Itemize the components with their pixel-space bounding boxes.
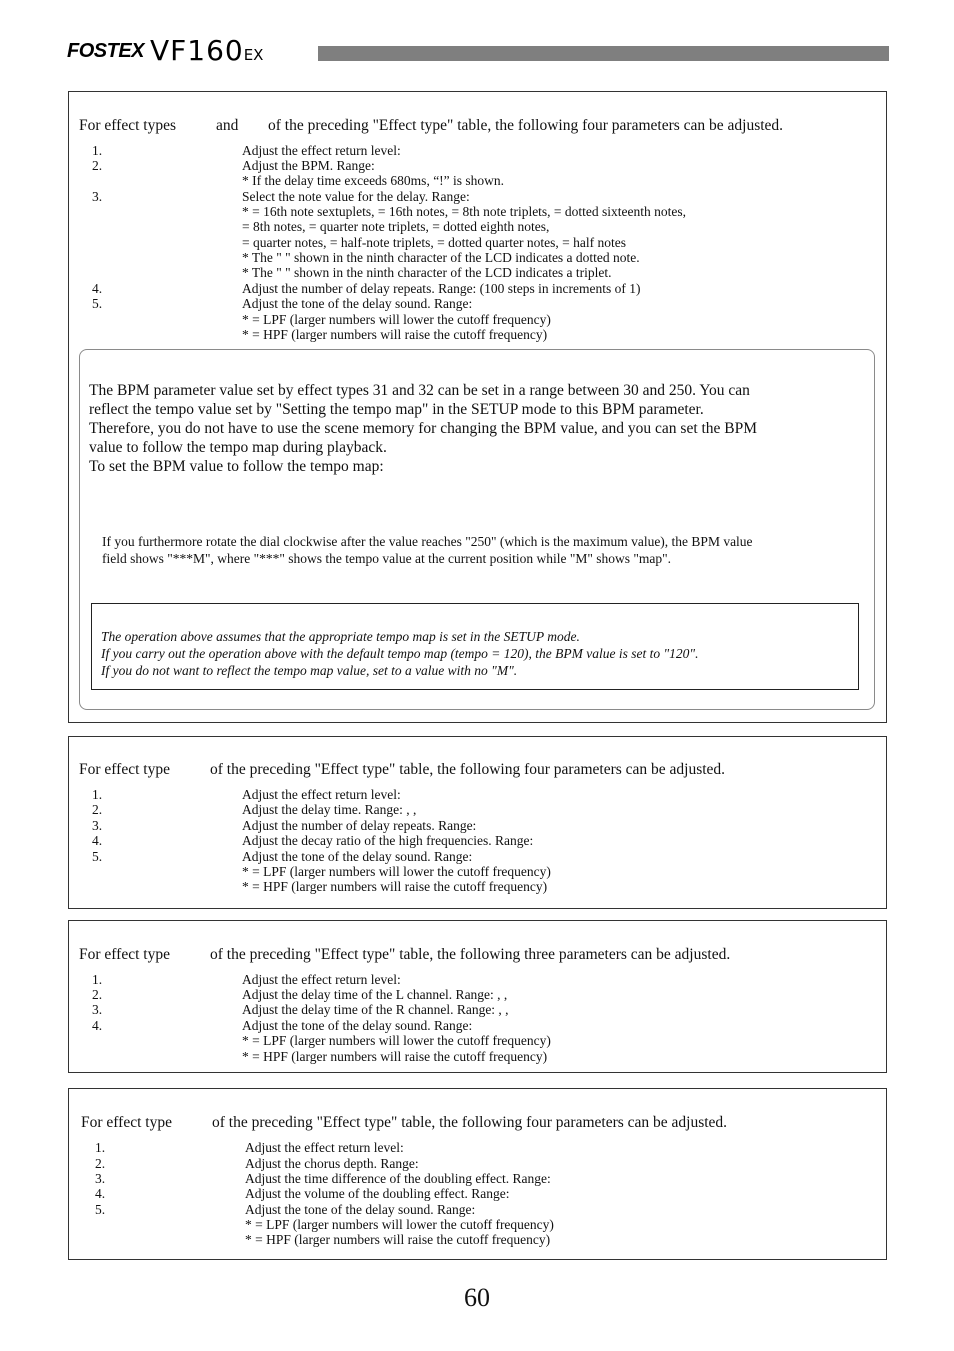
item-text: Adjust the tone of the delay sound. Range: — [242, 296, 473, 311]
item-number: 1. — [92, 787, 103, 802]
item-text: Adjust the volume of the doubling effect. Range: — [245, 1186, 510, 1201]
note-line: Therefore, you do not have to use the scene memory for changing the BPM value, and you can set the BPM — [89, 420, 758, 437]
item-number: 4. — [92, 281, 103, 296]
fostex-logo: FOSTEX — [67, 40, 145, 62]
item-note: * = LPF (larger numbers will lower the cutoff frequency) — [242, 864, 551, 879]
item-text: Adjust the number of delay repeats. Range: (100 steps in increments of 1) — [242, 281, 641, 296]
model-logo — [150, 34, 263, 67]
item-text: Adjust the effect return level: — [242, 972, 401, 987]
item-number: 4. — [95, 1186, 106, 1201]
item-text: Adjust the tone of the delay sound. Range: — [242, 849, 473, 864]
item-number: 5. — [95, 1202, 106, 1217]
item-text: Adjust the delay time of the R channel. Range: , , — [242, 1002, 509, 1017]
item-number: 1. — [92, 143, 103, 158]
item-note: * = LPF (larger numbers will lower the cutoff frequency) — [242, 1033, 551, 1048]
item-text: Adjust the chorus depth. Range: — [245, 1156, 419, 1171]
item-number: 5. — [92, 296, 103, 311]
item-number: 3. — [92, 1002, 103, 1017]
note-line: reflect the tempo value set by "Setting the tempo map" in the SETUP mode to this BPM parameter. — [89, 401, 704, 418]
item-note: * The " " shown in the ninth character of the LCD indicates a triplet. — [242, 265, 612, 280]
item-number: 3. — [95, 1171, 106, 1186]
item-note: * = HPF (larger numbers will raise the cutoff frequency) — [242, 879, 548, 894]
header-bar — [318, 46, 889, 61]
note-detail-line: If you furthermore rotate the dial clockwise after the value reaches "250" (which is the maximum value), the BPM value — [102, 534, 753, 549]
section1-intro-a: For effect types — [79, 117, 176, 134]
item-text: Select the note value for the delay. Range: — [242, 189, 470, 204]
note-detail-line: field shows "***M", where "***" shows the tempo value at the current position while "M" shows "map". — [102, 551, 672, 566]
item-note: * = HPF (larger numbers will raise the cutoff frequency) — [242, 1049, 548, 1064]
note-line: The BPM parameter value set by effect types 31 and 32 can be set in a range between 30 and 250. You can — [89, 382, 750, 399]
item-number: 3. — [92, 818, 103, 833]
note-paragraph — [89, 381, 864, 476]
section4-intro-a: For effect type — [81, 1114, 172, 1131]
item-note: * = LPF (larger numbers will lower the cutoff frequency) — [242, 312, 551, 327]
caution-line: If you do not want to reflect the tempo map value, set to a value with no "M". — [101, 663, 518, 678]
item-number: 4. — [92, 833, 103, 848]
item-note: * = HPF (larger numbers will raise the cutoff frequency) — [245, 1232, 551, 1247]
item-note: * = HPF (larger numbers will raise the cutoff frequency) — [242, 327, 548, 342]
item-text: Adjust the tone of the delay sound. Range: — [242, 1018, 473, 1033]
note-line: value to follow the tempo map during playback. — [89, 439, 387, 456]
item-text: Adjust the delay time of the L channel. Range: , , — [242, 987, 508, 1002]
section3-intro-a: For effect type — [79, 946, 170, 963]
item-text: Adjust the effect return level: — [242, 787, 401, 802]
item-text: Adjust the number of delay repeats. Range: — [242, 818, 477, 833]
note-detail — [102, 533, 753, 567]
item-number: 2. — [92, 158, 103, 173]
section2-intro-a: For effect type — [79, 761, 170, 778]
model-name: VF160 — [150, 34, 244, 67]
item-number: 1. — [95, 1140, 106, 1155]
item-number: 2. — [92, 802, 103, 817]
section1-intro-and: and — [216, 117, 239, 134]
item-text: Adjust the decay ratio of the high frequencies. Range: — [242, 833, 534, 848]
caution-text — [101, 628, 698, 679]
item-note: * If the delay time exceeds 680ms, “!” is shown. — [242, 173, 505, 188]
section1-intro-b: of the preceding "Effect type" table, the following four parameters can be adjusted. — [268, 117, 784, 134]
section2-intro-b: of the preceding "Effect type" table, the following four parameters can be adjusted. — [210, 761, 726, 778]
item-number: 4. — [92, 1018, 103, 1033]
item-text: Adjust the effect return level: — [242, 143, 401, 158]
page-number: 60 — [464, 1283, 490, 1312]
item-number: 1. — [92, 972, 103, 987]
item-note: * = LPF (larger numbers will lower the cutoff frequency) — [245, 1217, 554, 1232]
caution-line: The operation above assumes that the appropriate tempo map is set in the SETUP mode. — [101, 629, 580, 644]
section4-intro-b: of the preceding "Effect type" table, the following four parameters can be adjusted. — [212, 1114, 728, 1131]
item-text: Adjust the time difference of the doubling effect. Range: — [245, 1171, 551, 1186]
item-text: Adjust the BPM. Range: — [242, 158, 375, 173]
item-text: Adjust the effect return level: — [245, 1140, 404, 1155]
item-number: 5. — [92, 849, 103, 864]
item-number: 3. — [92, 189, 103, 204]
item-text: Adjust the tone of the delay sound. Range: — [245, 1202, 476, 1217]
item-note: = quarter notes, = half-note triplets, = dotted quarter notes, = half notes — [242, 235, 626, 250]
item-note: * = 16th note sextuplets, = 16th notes, = 8th note triplets, = dotted sixteenth notes, — [242, 204, 687, 219]
item-note: = 8th notes, = quarter note triplets, = dotted eighth notes, — [242, 219, 550, 234]
item-number: 2. — [92, 987, 103, 1002]
item-number: 2. — [95, 1156, 106, 1171]
note-line: To set the BPM value to follow the tempo map: — [89, 458, 384, 475]
caution-line: If you carry out the operation above with the default tempo map (tempo = 120), the BPM value is set to "120". — [101, 646, 699, 661]
model-suffix: EX — [243, 46, 264, 64]
item-note: * The " " shown in the ninth character of the LCD indicates a dotted note. — [242, 250, 640, 265]
section3-intro-b: of the preceding "Effect type" table, the following three parameters can be adjusted. — [210, 946, 731, 963]
item-text: Adjust the delay time. Range: , , — [242, 802, 417, 817]
